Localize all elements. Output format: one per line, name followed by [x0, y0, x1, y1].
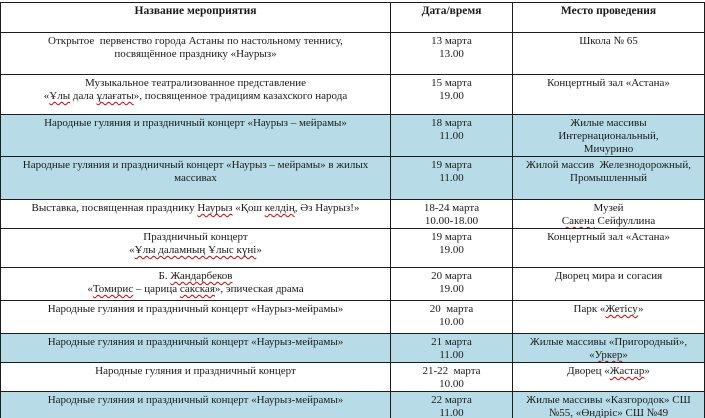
text-segment: 10.00-18.00 [424, 215, 479, 227]
text-segment: » [622, 349, 628, 361]
text-segment: Жилые массивы «Пригородный», [529, 336, 688, 348]
misspelled-word: Наурыз [197, 202, 233, 214]
text-segment: », эпическая драма [214, 283, 304, 295]
event-cell [1, 75, 391, 115]
text-segment: , Әз Наурыз!» [294, 202, 360, 214]
text-segment: Дворец мира и согасия [554, 270, 663, 282]
cell-text-line [515, 349, 702, 362]
cell-text-line [515, 336, 702, 349]
cell-text-line [393, 35, 510, 48]
cell-text-line [393, 90, 510, 103]
cell-text-line [3, 48, 388, 61]
misspelled-word: Жандарбеков [170, 270, 233, 282]
cell-text-line [3, 394, 388, 407]
text-segment: Открытое первенство города Астаны по настольному теннису, [48, 35, 343, 47]
text-segment: « [43, 90, 50, 102]
datetime-cell [391, 157, 513, 200]
datetime-cell [391, 75, 513, 115]
text-segment: Народные гуляния и праздничный концерт «Наурыз-мейрамы» [47, 336, 344, 348]
text-segment: 22 марта [431, 394, 472, 406]
table-row [1, 157, 705, 200]
col-header-venue: Место проведения [513, 3, 705, 33]
cell-text-line [393, 130, 510, 143]
table-row [1, 392, 705, 418]
table-row [1, 75, 705, 115]
cell-text-line [515, 159, 702, 172]
cell-text-line [393, 77, 510, 90]
cell-text-line [393, 303, 510, 316]
text-segment: №55, « [548, 407, 582, 418]
col-header-date-time: Дата/время [391, 3, 513, 33]
text-segment: посвящённое празднику «Наурыз» [114, 48, 277, 60]
text-segment: Школа № 65 [579, 35, 638, 47]
text-segment: « [129, 244, 135, 256]
cell-text-line [3, 303, 388, 316]
cell-text-line [515, 270, 702, 283]
datetime-cell [391, 200, 513, 229]
text-segment: 21 марта [431, 336, 472, 348]
misspelled-word: Томирис [92, 283, 134, 295]
table-row [1, 33, 705, 75]
cell-text-line [515, 143, 702, 156]
cell-text-line [515, 35, 702, 48]
cell-text-line [3, 231, 388, 244]
text-segment: Жилые массивы [570, 117, 647, 129]
text-segment: Концертный зал «Астана» [547, 77, 670, 89]
text-segment: Жилые массивы «Казгородок» СШ [526, 394, 691, 406]
text-segment: Праздничный концерт [143, 231, 248, 243]
text-segment: дала [70, 90, 97, 102]
cell-text-line [393, 365, 510, 378]
venue-cell [513, 392, 705, 418]
text-segment: 19 марта [431, 231, 472, 243]
text-segment: 15 марта [431, 77, 472, 89]
text-segment: «Қош [232, 202, 265, 214]
cell-text-line [3, 90, 388, 103]
text-segment: 11.00 [439, 130, 464, 142]
text-segment: » [637, 303, 644, 315]
text-segment: 18 марта [431, 117, 472, 129]
venue-cell [513, 200, 705, 229]
cell-text-line [393, 378, 510, 391]
misspelled-word: Жетісу [605, 303, 638, 315]
text-segment: » СШ №49 [617, 407, 669, 418]
cell-text-line [3, 117, 388, 130]
text-segment: Дворец « [567, 365, 610, 377]
text-segment: », посвященное традициям казахского народа [133, 90, 348, 102]
table-row [1, 334, 705, 363]
venue-cell [513, 157, 705, 200]
text-segment: 19.00 [439, 90, 464, 102]
misspelled-word: Жастар [609, 365, 645, 377]
table-row [1, 301, 705, 334]
venue-cell [513, 115, 705, 157]
cell-text-line [393, 407, 510, 418]
col-header-event-name: Название мероприятия [1, 3, 391, 33]
cell-text-line [515, 215, 702, 228]
text-segment: – царица [133, 283, 180, 295]
text-segment: « [87, 283, 93, 295]
cell-text-line [393, 283, 510, 296]
event-cell [1, 392, 391, 418]
venue-cell [513, 33, 705, 75]
text-segment: Народные гуляния и праздничный концерт [95, 365, 296, 377]
event-cell [1, 157, 391, 200]
text-segment: Музыкальное театрализованное представление [84, 77, 307, 89]
text-segment: 11.00 [439, 349, 464, 361]
datetime-cell [391, 229, 513, 268]
cell-text-line [393, 270, 510, 283]
misspelled-word: ұлағаты [96, 90, 134, 102]
cell-text-line [393, 172, 510, 185]
venue-cell [513, 229, 705, 268]
datetime-cell [391, 115, 513, 157]
text-segment: Народные гуляния и праздничный концерт «Наурыз – мейрамы» в жилых [22, 159, 369, 171]
events-schedule-table [0, 2, 705, 418]
cell-text-line [515, 365, 702, 378]
text-segment: 18-24 марта [423, 202, 480, 214]
cell-text-line [3, 77, 388, 90]
cell-text-line [515, 407, 702, 418]
cell-text-line [393, 48, 510, 61]
text-segment: 21-22 марта [422, 365, 481, 377]
text-segment: Народные гуляния и праздничный концерт «Наурыз – мейрамы» [44, 117, 347, 129]
text-segment: 19.00 [439, 244, 464, 256]
table-row [1, 115, 705, 157]
event-cell [1, 334, 391, 363]
text-segment: « [589, 349, 595, 361]
event-cell [1, 229, 391, 268]
venue-cell [513, 301, 705, 334]
text-segment: 10.00 [439, 316, 464, 328]
cell-text-line [3, 35, 388, 48]
datetime-cell [391, 33, 513, 75]
cell-text-line [515, 303, 702, 316]
header-row [1, 3, 705, 33]
datetime-cell [391, 334, 513, 363]
text-segment: Интернациональный, [558, 130, 659, 142]
datetime-cell [391, 268, 513, 301]
text-segment: 11.00 [439, 407, 464, 418]
cell-text-line [515, 172, 702, 185]
cell-text-line [393, 349, 510, 362]
cell-text-line [3, 202, 388, 215]
text-segment: Сейфуллина [594, 215, 656, 227]
venue-cell [513, 268, 705, 301]
cell-text-line [515, 202, 702, 215]
cell-text-line [393, 316, 510, 329]
text-segment: 19 марта [431, 159, 472, 171]
cell-text-line [393, 336, 510, 349]
text-segment: 13.00 [439, 48, 464, 60]
misspelled-word: Сакена [561, 215, 595, 227]
text-segment: 20 марта [429, 303, 474, 315]
misspelled-word: Ұлы [49, 90, 71, 102]
misspelled-word: Өндіріс [581, 407, 618, 418]
cell-text-line [515, 117, 702, 130]
text-segment: 10.00 [439, 378, 464, 390]
table-header [1, 3, 705, 33]
text-segment: массивах [174, 172, 217, 184]
text-segment: 11.00 [439, 172, 464, 184]
cell-text-line [393, 215, 510, 228]
text-segment: Промышленный [570, 172, 647, 184]
cell-text-line [3, 172, 388, 185]
datetime-cell [391, 301, 513, 334]
cell-text-line [3, 270, 388, 283]
text-segment: » [644, 365, 650, 377]
text-segment: Б. [158, 270, 171, 282]
cell-text-line [3, 336, 388, 349]
event-cell [1, 268, 391, 301]
text-segment: 19.00 [439, 283, 464, 295]
cell-text-line [515, 77, 702, 90]
table-row [1, 268, 705, 301]
cell-text-line [393, 394, 510, 407]
cell-text-line [515, 394, 702, 407]
cell-text-line [393, 202, 510, 215]
cell-text-line [393, 159, 510, 172]
cell-text-line [3, 283, 388, 296]
text-segment: Выставка, посвященная празднику [31, 202, 198, 214]
cell-text-line [3, 365, 388, 378]
cell-text-line [515, 231, 702, 244]
cell-text-line [3, 244, 388, 257]
cell-text-line [393, 244, 510, 257]
event-cell [1, 115, 391, 157]
event-cell [1, 33, 391, 75]
datetime-cell [391, 363, 513, 392]
cell-text-line [3, 159, 388, 172]
table-body [1, 33, 705, 418]
cell-text-line [393, 117, 510, 130]
misspelled-word: келдің [264, 202, 295, 214]
text-segment: Жилой массив Железнодорожный, [526, 159, 691, 171]
text-segment: Народные гуляния и праздничный концерт «Наурыз-мейрамы» [47, 394, 344, 406]
text-segment: » [256, 244, 262, 256]
text-segment: 20 марта [431, 270, 472, 282]
venue-cell [513, 363, 705, 392]
table-row [1, 229, 705, 268]
datetime-cell [391, 392, 513, 418]
event-cell [1, 363, 391, 392]
venue-cell [513, 334, 705, 363]
text-segment: Концертный зал «Астана» [547, 231, 670, 243]
text-segment: Парк « [573, 303, 606, 315]
event-cell [1, 200, 391, 229]
text-segment: Народные гуляния и праздничный концерт «Наурыз-мейрамы» [47, 303, 344, 315]
text-segment: 13 марта [431, 35, 472, 47]
text-segment: Мичурино [583, 143, 634, 155]
event-cell [1, 301, 391, 334]
misspelled-word: Уркер [594, 349, 623, 361]
cell-text-line [393, 231, 510, 244]
table-row [1, 363, 705, 392]
venue-cell [513, 75, 705, 115]
text-segment: Музей [593, 202, 624, 214]
misspelled-word: сакская [179, 283, 215, 295]
misspelled-word: Ұлы даламның Ұлыс күні [134, 244, 257, 256]
table-row [1, 200, 705, 229]
cell-text-line [515, 130, 702, 143]
